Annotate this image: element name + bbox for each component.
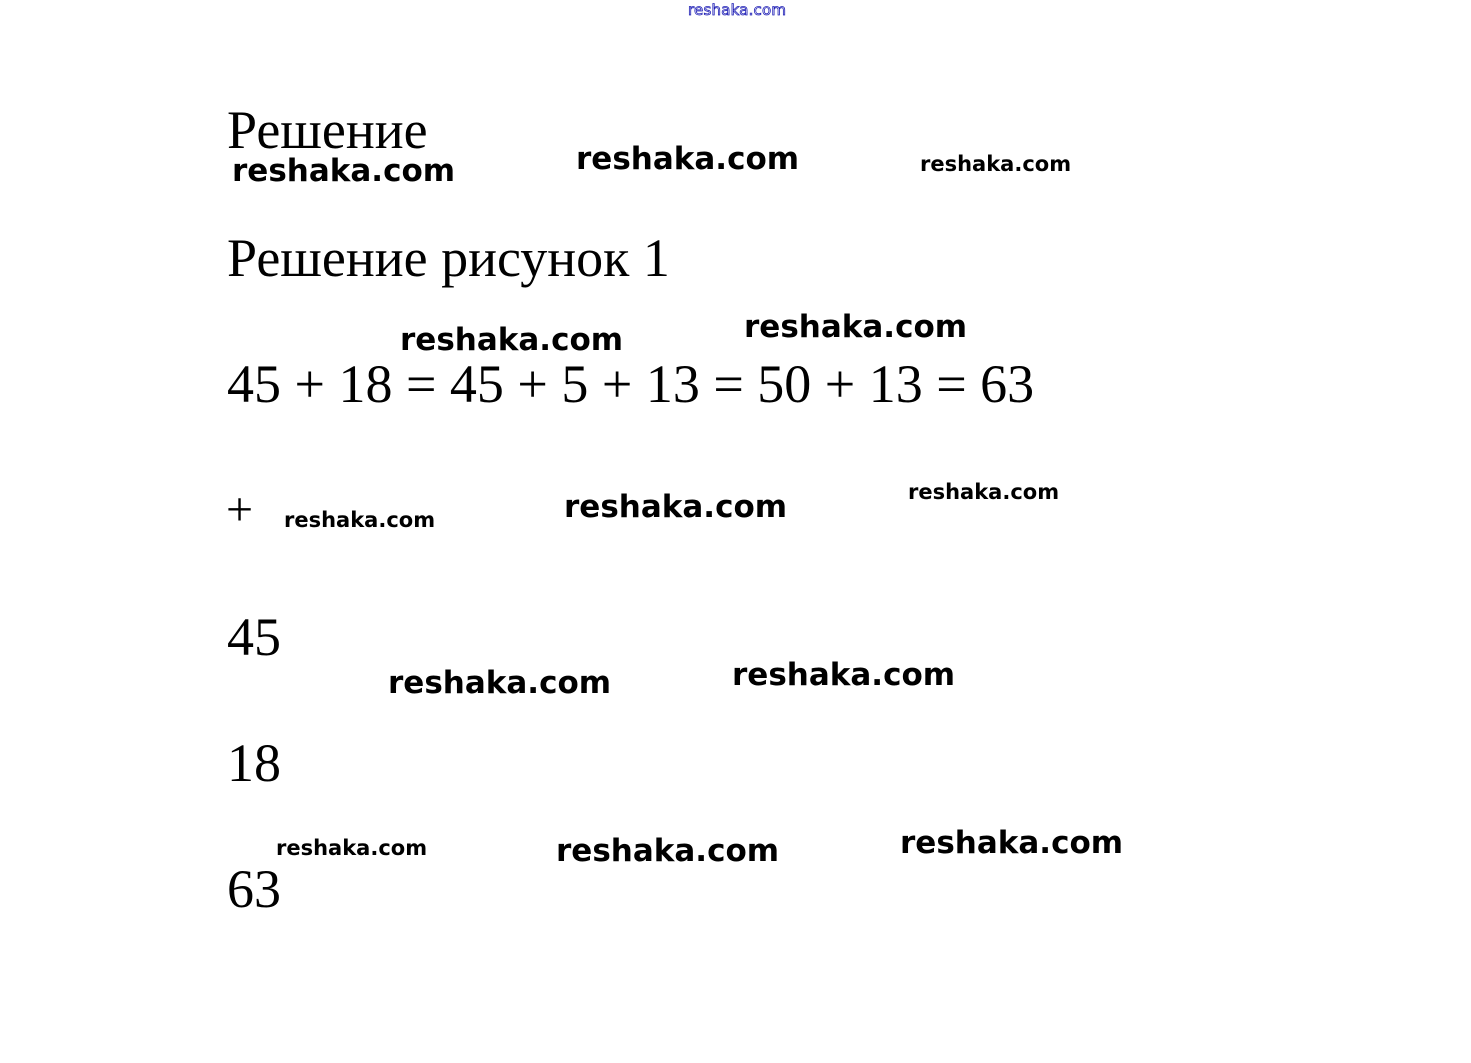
watermark: reshaka.com <box>920 152 1072 176</box>
watermark: reshaka.com <box>284 508 436 532</box>
watermark: reshaka.com <box>732 657 956 693</box>
sum: 63 <box>227 859 281 919</box>
second-addend: 18 <box>227 733 281 793</box>
watermark: reshaka.com <box>564 489 788 525</box>
solution-subheading: Решение рисунок 1 <box>227 228 670 288</box>
watermark: reshaka.com <box>400 322 624 358</box>
watermark: reshaka.com <box>232 153 456 189</box>
watermark: reshaka.com <box>576 141 800 177</box>
solution-heading: Решение <box>227 100 428 160</box>
top-watermark: reshaka.com <box>688 1 787 19</box>
watermark: reshaka.com <box>744 309 968 345</box>
first-addend: 45 <box>227 607 281 667</box>
plus-sign: + <box>226 483 254 536</box>
equation-line: 45 + 18 = 45 + 5 + 13 = 50 + 13 = 63 <box>227 354 1035 414</box>
watermark: reshaka.com <box>908 480 1060 504</box>
watermark: reshaka.com <box>556 833 780 869</box>
watermark: reshaka.com <box>388 665 612 701</box>
watermark: reshaka.com <box>900 825 1124 861</box>
watermark: reshaka.com <box>276 836 428 860</box>
